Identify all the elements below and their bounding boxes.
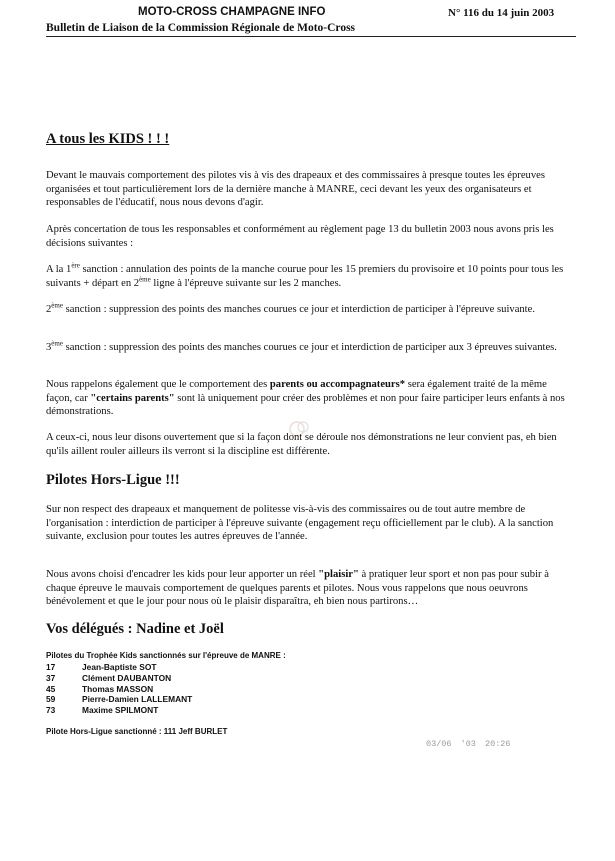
sanctioned-list-heading: Pilotes du Trophée Kids sanctionnés sur l'épreuve de MANRE : bbox=[46, 651, 286, 660]
sanction-2: 2ème sanction : suppression des points des manches courues ce jour et interdiction de participer à l'épreuve suivante. bbox=[46, 301, 535, 315]
list-item: 17 Jean-Baptiste SOT bbox=[46, 662, 157, 672]
fax-timestamp: 03/06 '03 20:26 bbox=[426, 739, 511, 749]
issue-number-date: N° 116 du 14 juin 2003 bbox=[448, 7, 555, 19]
kids-section-title: A tous les KIDS ! ! ! bbox=[46, 131, 170, 147]
sanction-3: 3ème sanction : suppression des points des manches courues ce jour et interdiction de participer aux 3 épreuves suivantes. bbox=[46, 339, 557, 353]
sanctioned-list bbox=[46, 662, 192, 716]
parents-paragraph: Nous rappelons également que le comportement des parents ou accompagnateurs* sera également traité de la même façon, car "certains parents" sont là uniquement pour créer des problèmes et non pour faire participer leurs enfants à nos démonstrations. bbox=[46, 379, 565, 417]
bulletin-title: MOTO-CROSS CHAMPAGNE INFO bbox=[138, 6, 326, 18]
hors-ligue-paragraph: Sur non respect des drapeaux et manquement de politesse vis-à-vis des commissaires ou de tout autre membre de l'organisation : interdiction de participer à l'épreuve suivante (engagement reçu officiellement par le club). A la sanction suivante, exclusion pour toutes les autres épreuves de l'année. bbox=[46, 504, 554, 542]
bulletin-subtitle: Bulletin de Liaison de la Commission Régionale de Moto-Cross bbox=[46, 22, 576, 37]
kids-paragraph-2: Après concertation de tous les responsables et conformément au règlement page 13 du bulletin 2003 nous avons pris les décisions suivantes : bbox=[46, 224, 554, 249]
hors-ligue-sanctioned-line: Pilote Hors-Ligue sanctionné : 111 Jeff BURLET bbox=[46, 727, 228, 736]
plaisir-paragraph: Nous avons choisi d'encadrer les kids pour leur apporter un réel "plaisir" à pratiquer leur sport et non pas pour subir à chaque épreuve le mauvais comportement de quelques parents et pilotes. Nous vous rappelons que nous oeuvrons bénévolement et que le jour pour nous où le plaisir disparaîtra, eh bien nous partirons… bbox=[46, 569, 549, 607]
kids-paragraph-1: Devant le mauvais comportement des pilotes vis à vis des drapeaux et des commissaires à presque toutes les épreuves organisées et tout particulièrement lors de la dernière manche à MANRE, ceci devant les yeux des organisateurs et responsables de l'éducatif, nous nous devons d'agir. bbox=[46, 170, 545, 208]
list-item: 37 Clément DAUBANTON bbox=[46, 672, 172, 683]
kids-paragraph-7: A ceux-ci, nous leur disons ouvertement que si la façon dont se déroule nos démonstrations ne leur convient pas, eh bien qu'ils aillent rouler ailleurs ils verront si la discipline est différente. bbox=[46, 432, 557, 457]
sanction-1: A la 1ère sanction : annulation des points de la manche courue pour les 15 premiers du provisoire et 10 points pour tous les suivants + départ en 2ème ligne à l'épreuve suivante sur les 2 manches. bbox=[46, 261, 564, 289]
delegates-title: Vos délégués : Nadine et Joël bbox=[46, 621, 224, 637]
list-item: 59 Pierre-Damien LALLEMANT bbox=[46, 694, 193, 705]
hors-ligue-section-title: Pilotes Hors-Ligue !!! bbox=[46, 472, 180, 488]
list-item: 45 Thomas MASSON bbox=[46, 683, 154, 694]
list-item: 73 Maxime SPILMONT bbox=[46, 705, 159, 716]
